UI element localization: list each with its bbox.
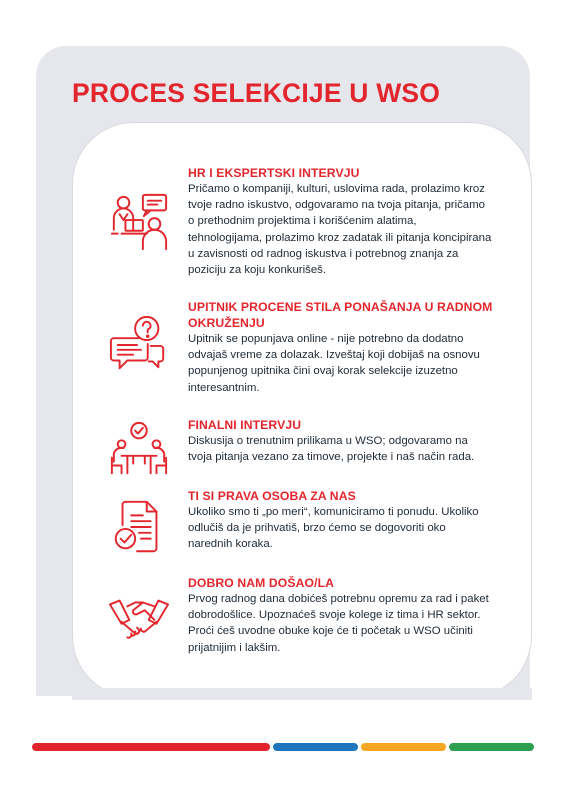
meeting-table-icon [108,419,170,481]
step-heading: DOBRO NAM DOŠAO/LA [188,576,335,590]
step-heading: HR I EKSPERTSKI INTERVJU [188,166,360,180]
step-body: Pričamo o kompaniji, kulturi, uslovima rada, prolazimo kroz tvoje radno iskustvo, odgovaramo na tvoja pitanja, pričamo o prethodnim projektima i korišćenim alatima, tehnologijama, prolazimo kroz zadatak ili pitanja koncipirana u zavisnosti od radnog iskustva i potrebnog znanja za poziciju za koju konkurišeš. [188,183,492,277]
step-body: Upitnik se popunjava online - nije potrebno da dodatno odvajaš vreme za dolazak. Izveštaj koji dobijaš na osnovu popunjenog upitnika čini ovaj korak selekcije izuzetno interesantnim. [188,333,480,394]
footer-color-bars [32,743,534,751]
step-body: Ukoliko smo ti „po meri“, komuniciramo ti ponudu. Ukoliko odlučiš da je prihvatiš, brzo ćemo se dogovoriti oko narednih koraka. [188,506,479,551]
footer-bar-red [32,743,270,751]
step-heading: TI SI PRAVA OSOBA ZA NAS [188,489,356,503]
footer-bar-orange [361,743,446,751]
approved-document-icon [108,496,170,558]
card-bottom-edge [72,688,532,700]
handshake-icon [108,587,170,649]
step-body: Diskusija o trenutnim prilikama u WSO; odgovaramo na tvoja pitanja vezano za timove, projekte i naš način rada. [188,435,475,464]
footer-bar-blue [273,743,358,751]
step-heading: UPITNIK PROCENE STILA PONAŠANJA U RADNOM OKRUŽENJU [188,300,493,330]
question-chat-icon [108,313,170,375]
step-body: Prvog radnog dana dobićeš potrebnu opremu za rad i paket dobrodošlice. Upoznaćeš svoje kolege iz tima i HR sektor. Proći ćeš uvodne obuke koje će ti početak u WSO učiniti prijatnijim i lakšim. [188,593,489,654]
step-heading: FINALNI INTERVJU [188,418,302,432]
interview-people-icon [108,191,170,253]
footer-bar-green [449,743,534,751]
page-title: PROCES SELEKCIJE U WSO [72,78,441,108]
